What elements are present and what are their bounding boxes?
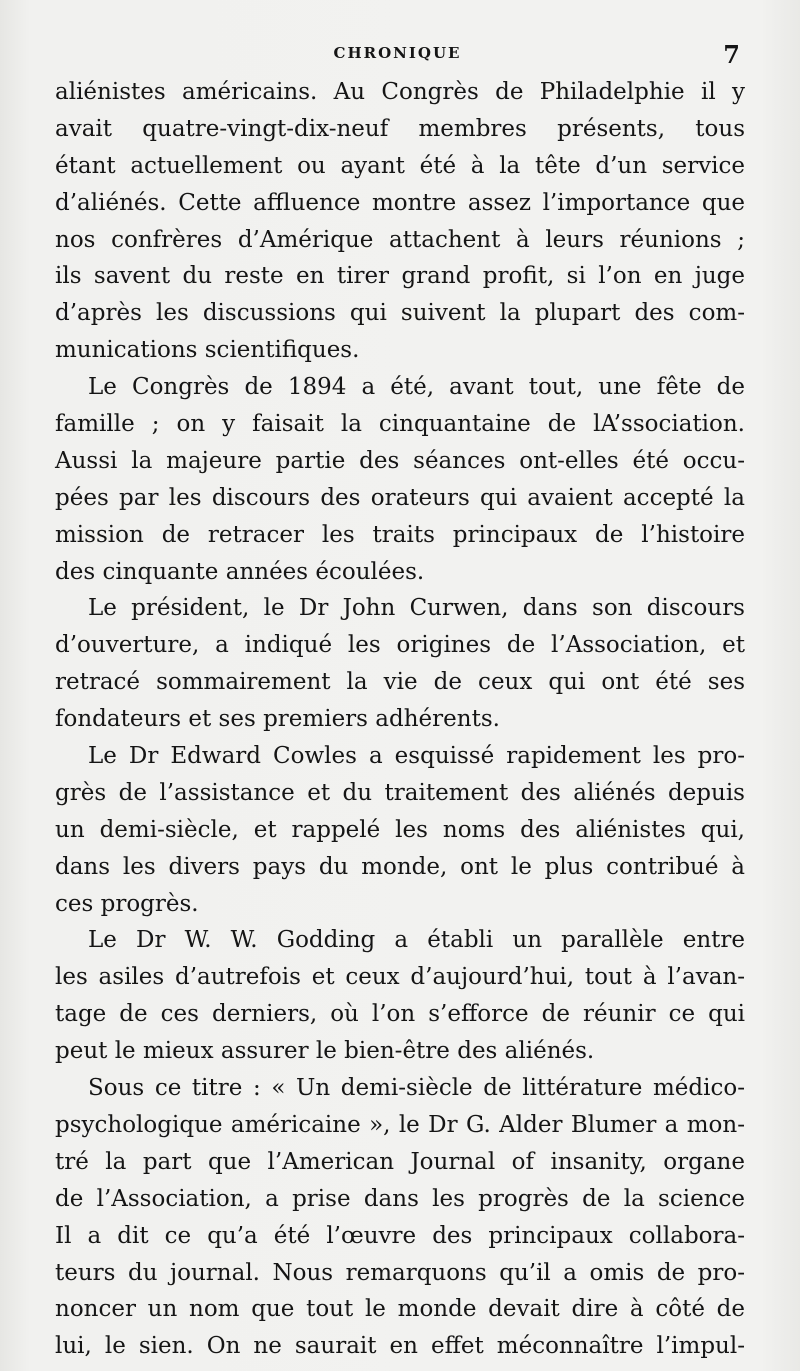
text-line: nos confrères d’Amérique attachent à leurs réunions ; [55,226,745,253]
text-line: mission de retracer les traits principaux de l’histoire [55,521,745,548]
text-line: grès de l’assistance et du traitement des aliénés depuis [55,779,745,806]
text-line: Le Dr Edward Cowles a esquissé rapidement les pro- [88,743,745,770]
text-line: de l’Association, a prise dans les progrès de la science [55,1185,745,1212]
text-line: dans les divers pays du monde, ont le plus contribué à [55,853,745,880]
text-line: étant actuellement ou ayant été à la tête d’un service [55,152,745,179]
text-line: ces progrès. [55,890,199,917]
text-line: famille ; on y faisait la cinquantaine de lA’ssociation. [55,411,745,438]
text-line: ils savent du reste en tirer grand profit, si l’on en juge [55,263,745,290]
text-line: Le président, le Dr John Curwen, dans son discours [88,595,745,622]
text-line: d’aliénés. Cette affluence montre assez l’importance que [55,189,745,216]
text-line: Aussi la majeure partie des séances ont-elles été occu- [55,447,745,474]
text-line: des cinquante années écoulées. [55,558,425,585]
text-line: lui, le sien. On ne saurait en effet méconnaître l’impul- [55,1333,745,1360]
text-line: retracé sommairement la vie de ceux qui ont été ses [55,669,745,696]
text-line: tré la part que l’American Journal of insanity, organe [55,1148,745,1175]
text-line: un demi-siècle, et rappelé les noms des aliénistes qui, [55,816,745,843]
text-line: aliénistes américains. Au Congrès de Philadelphie il y [55,79,745,105]
text-line: d’après les discussions qui suivent la plupart des com- [55,300,745,327]
text-line: psychologique américaine », le Dr G. Alder Blumer a mon- [55,1111,745,1138]
text-line: peut le mieux assurer le bien-être des aliénés. [55,1038,595,1065]
running-head: CHRONIQUE [333,44,462,62]
text-line: avait quatre-vingt-dix-neuf membres présents, tous [55,115,745,142]
text-line: teurs du journal. Nous remarquons qu’il a omis de pro- [55,1259,745,1286]
text-line: les asiles d’autrefois et ceux d’aujourd’hui, tout à l’avan- [55,964,745,991]
text-line: Le Congrès de 1894 a été, avant tout, une fête de [88,374,745,401]
text-line: tage de ces derniers, où l’on s’efforce de réunir ce qui [55,1001,745,1028]
text-line: fondateurs et ses premiers adhérents. [55,706,500,733]
text-line: Le Dr W. W. Godding a établi un parallèle entre [88,927,745,954]
page-header [55,40,740,70]
text-line: d’ouverture, a indiqué les origines de l’Association, et [55,632,745,659]
text-line: pées par les discours des orateurs qui avaient accepté la [55,484,745,511]
text-line: Sous ce titre : « Un demi-siècle de littérature médico- [88,1075,745,1102]
page-number: 7 [723,40,740,69]
text-line: Il a dit ce qu’a été l’œuvre des principaux collabora- [55,1222,745,1249]
text-line: munications scientifiques. [55,337,360,364]
body-text [55,74,745,1365]
text-line: noncer un nom que tout le monde devait dire à côté de [55,1296,745,1323]
